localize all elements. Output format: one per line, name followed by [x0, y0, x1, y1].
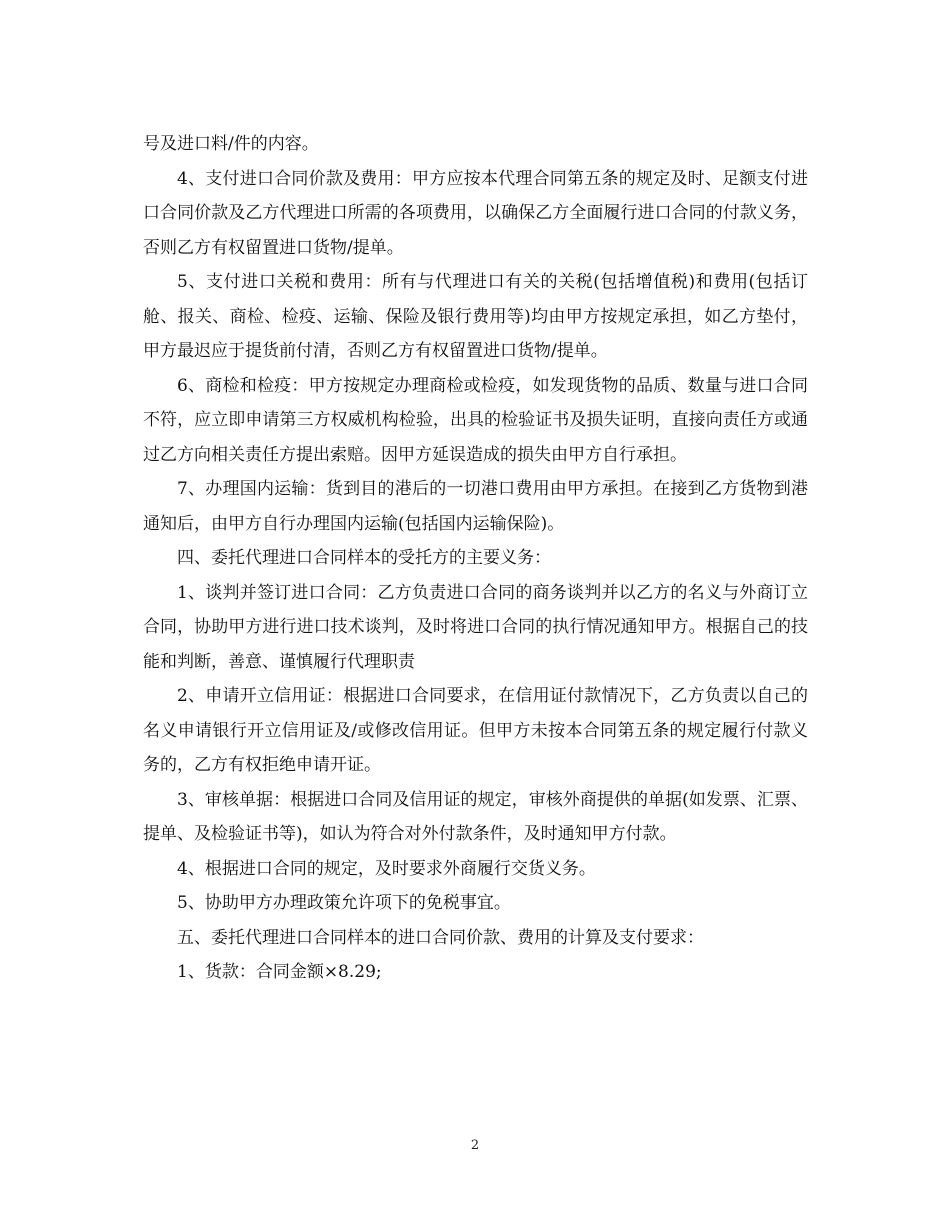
section-heading-4: 四、委托代理进口合同样本的受托方的主要义务：: [177, 548, 551, 568]
paragraph-obligation-3: 3、审核单据：根据进口合同及信用证的规定，审核外商提供的单据(如发票、汇票、提单、及检验证书等)，如认为符合对外付款条件，及时通知甲方付款。: [143, 789, 808, 844]
paragraph-clause-4-payment: 4、支付进口合同价款及费用：甲方应按本代理合同第五条的规定及时、足额支付进口合同价款及乙方代理进口所需的各项费用，以确保乙方全面履行进口合同的付款义务，否则乙方有权留置进口货物/提单。: [143, 168, 808, 258]
paragraph-continuation: 号及进口料/件的内容。: [143, 134, 319, 154]
paragraph-clause-6-inspection: 6、商检和检疫：甲方按规定办理商检或检疫，如发现货物的品质、数量与进口合同不符，应立即申请第三方权威机构检验，出具的检验证书及损失证明，直接向责任方或通过乙方向相关责任方提出索赔。因甲方延误造成的损失由甲方自行承担。: [143, 375, 808, 465]
section-heading-5: 五、委托代理进口合同样本的进口合同价款、费用的计算及支付要求：: [177, 927, 704, 948]
paragraph-obligation-2: 2、申请开立信用证：根据进口合同要求，在信用证付款情况下，乙方负责以自己的名义申请银行开立信用证及/或修改信用证。但甲方未按本合同第五条的规定履行付款义务的，乙方有权拒绝申请开证。: [143, 686, 808, 775]
document-body: [143, 127, 808, 990]
page-number: 2: [470, 1138, 480, 1153]
paragraph-clause-5-duties: 5、支付进口关税和费用：所有与代理进口有关的关税(包括增值税)和费用(包括订舱、报关、商检、检疫、运输、保险及银行费用等)均由甲方按规定承担，如乙方垫付，甲方最迟应于提货前付清，否则乙方有权留置进口货物/提单。: [143, 272, 808, 361]
paragraph-clause-7-transport: 7、办理国内运输：货到目的港后的一切港口费用由甲方承担。在接到乙方货物到港通知后，由甲方自行办理国内运输(包括国内运输保险)。: [143, 479, 808, 534]
paragraph-obligation-1: 1、谈判并签订进口合同：乙方负责进口合同的商务谈判并以乙方的名义与外商订立合同，协助甲方进行进口技术谈判，及时将进口合同的执行情况通知甲方。根据自己的技能和判断，善意、谨慎履行代理职责: [143, 582, 808, 672]
paragraph-obligation-4: 4、根据进口合同的规定，及时要求外商履行交货义务。: [177, 858, 596, 879]
paragraph-payment-1: 1、货款：合同金额×8.29;: [177, 962, 382, 982]
paragraph-obligation-5: 5、协助甲方办理政策允许项下的免税事宜。: [177, 893, 511, 913]
